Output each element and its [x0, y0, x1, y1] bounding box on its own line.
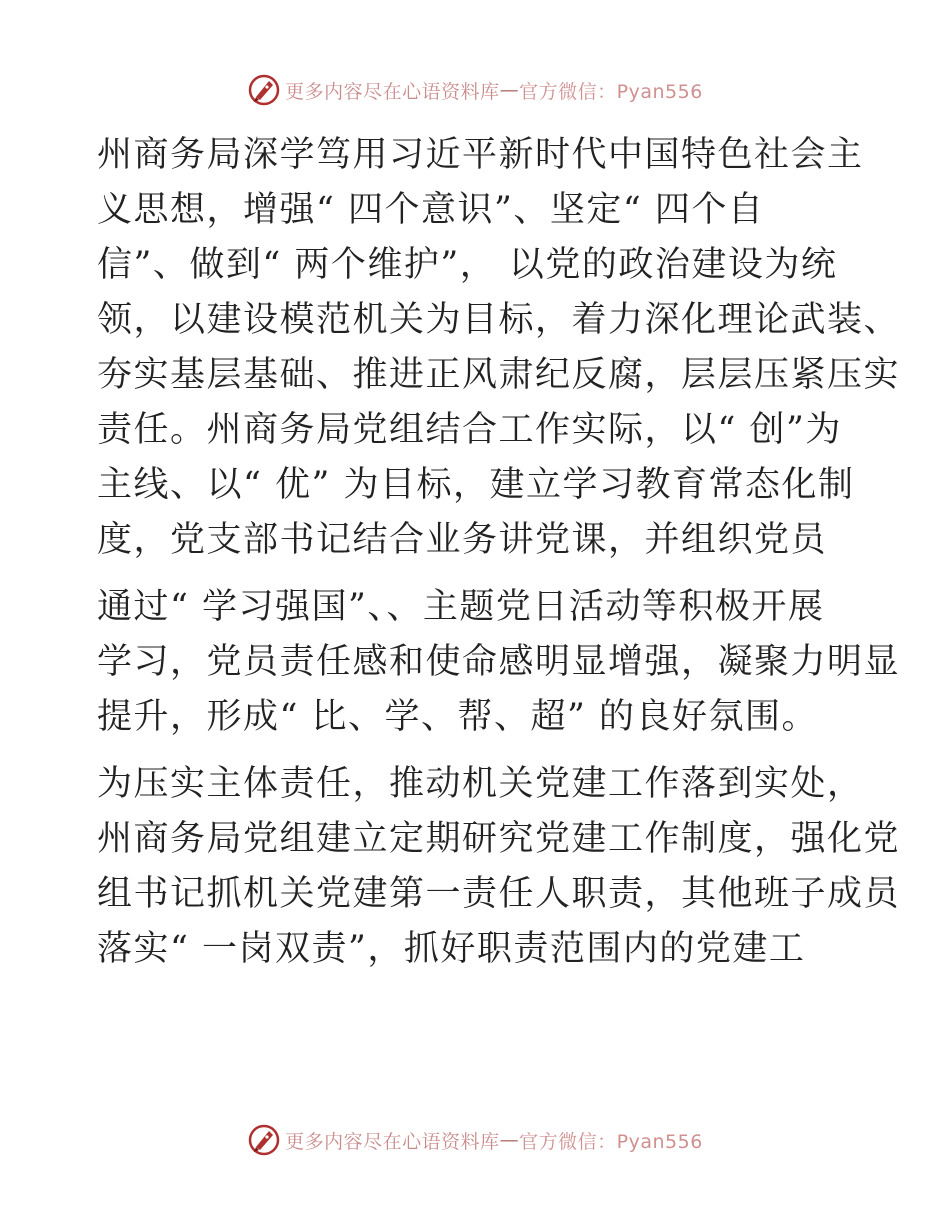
text-line: 州商务局深学笃用习近平新时代中国特色社会主	[97, 135, 864, 175]
paragraph-1	[97, 128, 901, 568]
pen-nib-logo-icon	[247, 1123, 281, 1157]
text-line: 夯实基层基础、推进正风肃纪反腐，层层压紧压实	[97, 355, 901, 395]
text-line: 落实“ 一岗双责”，抓好职责范围内的党建工	[97, 929, 806, 969]
header-banner	[0, 70, 950, 110]
promo-text: 更多内容尽在心语资料库	[285, 80, 500, 103]
wechat-text: 官方微信：Pyan556	[519, 1130, 703, 1153]
paragraph-gap	[97, 568, 857, 580]
banner-separator: —	[499, 79, 520, 101]
text-line: 州商务局党组建立定期研究党建工作制度，强化党	[97, 819, 901, 859]
paragraph-2	[97, 580, 901, 745]
wechat-text: 官方微信：Pyan556	[519, 80, 703, 103]
footer-banner	[0, 1120, 950, 1160]
text-line: 为压实主体责任，推动机关党建工作落到实处，	[97, 764, 864, 804]
text-line: 义思想，增强“ 四个意识”、坚定“ 四个自	[97, 190, 765, 230]
text-line: 责任。州商务局党组结合工作实际，以“ 创”为	[97, 410, 842, 450]
paragraph-gap	[97, 745, 857, 757]
text-line: 度，党支部书记结合业务讲党课，并组织党员	[97, 520, 828, 560]
text-line: 主线、以“ 优” 为目标，建立学习教育常态化制	[97, 465, 855, 505]
promo-text: 更多内容尽在心语资料库	[285, 1130, 500, 1153]
text-line: 领，以建设模范机关为目标，着力深化理论武装、	[97, 300, 901, 340]
paragraph-3	[97, 757, 901, 977]
text-line: 学习，党员责任感和使命感明显增强，凝聚力明显	[97, 642, 901, 682]
text-line: 组书记抓机关党建第一责任人职责，其他班子成员	[97, 874, 901, 914]
document-body	[97, 128, 901, 977]
banner-separator: —	[499, 1129, 520, 1151]
text-line: 提升，形成“ 比、学、帮、超” 的良好氛围。	[97, 697, 819, 737]
pen-nib-logo-icon	[247, 73, 281, 107]
text-line: 通过“ 学习强国”、、主题党日活动等积极开展	[97, 587, 825, 627]
text-line: 信”、做到“ 两个维护”， 以党的政治建设为统	[97, 245, 838, 285]
